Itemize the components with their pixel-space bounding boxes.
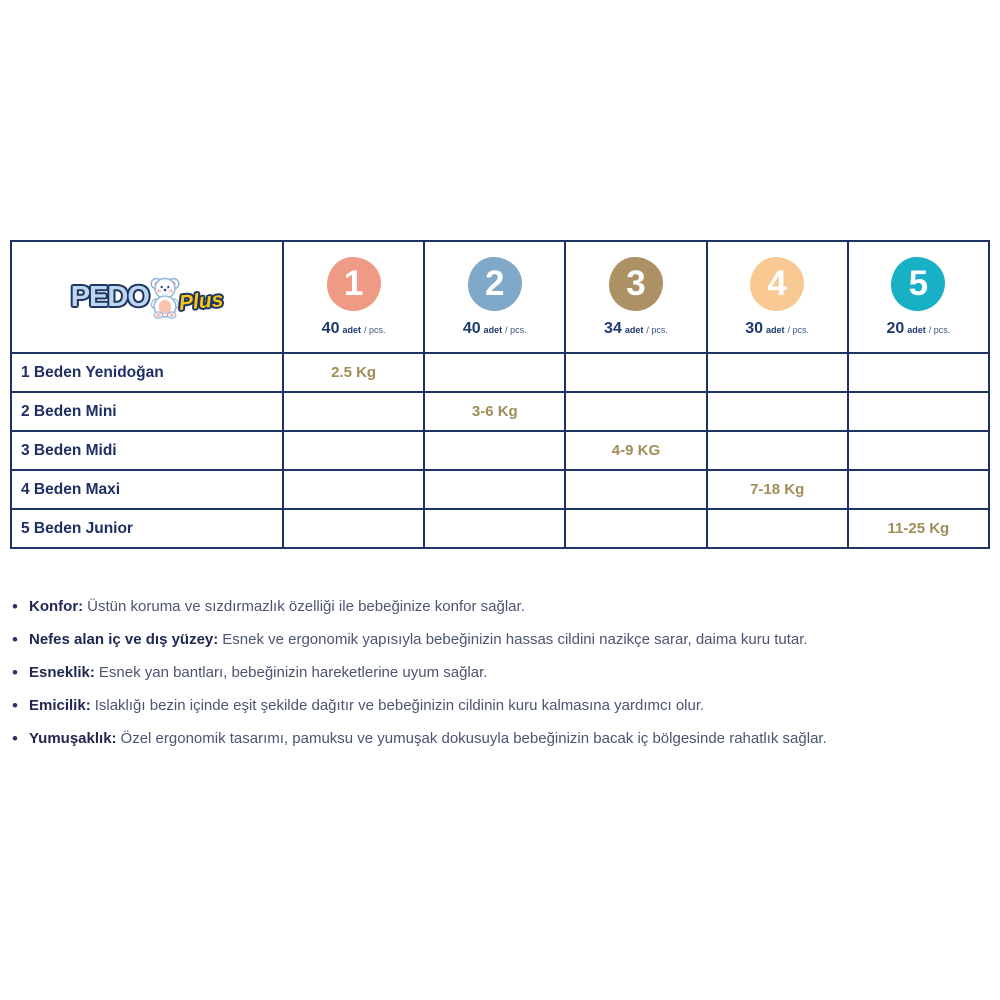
size-number: 2	[485, 264, 505, 303]
weight-cell	[707, 353, 848, 392]
weight-cell	[848, 353, 989, 392]
brand-name-text: PEDO	[70, 280, 149, 313]
size-3-badge	[609, 257, 663, 311]
brand-suffix-text: Plus	[177, 288, 225, 315]
feature-item-emicilik	[12, 696, 827, 716]
row-label: 3 Beden Midi	[11, 431, 283, 470]
table-row	[11, 353, 989, 392]
size-number: 1	[343, 264, 364, 303]
pedo-plus-logo	[12, 273, 282, 322]
size-table	[10, 240, 990, 549]
feature-text: Islaklığı bezin içinde eşit şekilde dağıtır ve bebeğinizin cildinin kuru kalmasına yardımcı olur.	[94, 697, 705, 714]
feature-label: Emicilik:	[29, 697, 91, 714]
feature-label: Esneklik:	[29, 664, 95, 681]
row-label: 5 Beden Junior	[11, 509, 283, 548]
size-header-2	[424, 241, 565, 353]
feature-text: Özel ergonomik tasarımı, pamuksu ve yumuşak dokusuyla bebeğinizin bacak iç bölgesinde rahatlık sağlar.	[120, 730, 827, 747]
weight-cell	[707, 392, 848, 431]
brand-cell	[11, 241, 283, 353]
row-label: 1 Beden Yenidoğan	[11, 353, 283, 392]
weight-cell	[707, 431, 848, 470]
piece-count: 30 adet / pcs.	[745, 319, 810, 337]
feature-item-konfor	[12, 597, 827, 617]
feature-text: Esnek yan bantları, bebeğinizin hareketlerine uyum sağlar.	[98, 664, 488, 681]
table-row	[11, 431, 989, 470]
size-number: 4	[767, 264, 787, 303]
feature-label: Konfor:	[29, 598, 84, 615]
weight-cell	[424, 431, 565, 470]
weight-cell	[848, 392, 989, 431]
feature-label: Nefes alan iç ve dış yüzey:	[29, 631, 219, 648]
weight-cell	[283, 509, 424, 548]
size-number: 5	[908, 264, 929, 303]
piece-count: 34 adet / pcs.	[604, 319, 668, 337]
weight-cell	[283, 392, 424, 431]
piece-count: 40 adet / pcs.	[321, 319, 386, 337]
feature-text: Esnek ve ergonomik yapısıyla bebeğinizin hassas cildini nazikçe sarar, daima kuru tutar.	[222, 631, 808, 648]
weight-cell: 3-6 Kg	[424, 392, 565, 431]
size-1-badge	[327, 257, 381, 311]
weight-cell	[848, 431, 989, 470]
weight-cell: 2.5 Kg	[283, 353, 424, 392]
feature-item-nefes	[12, 630, 827, 650]
weight-cell	[283, 470, 424, 509]
weight-cell	[565, 353, 706, 392]
weight-cell	[565, 509, 706, 548]
feature-item-yumusaklik	[12, 729, 827, 749]
weight-cell: 11-25 Kg	[848, 509, 989, 548]
feature-list	[12, 597, 827, 762]
weight-cell	[424, 470, 565, 509]
size-header-1	[283, 241, 424, 353]
weight-cell	[424, 509, 565, 548]
weight-cell: 7-18 Kg	[707, 470, 848, 509]
size-5-badge	[891, 257, 945, 311]
weight-cell	[848, 470, 989, 509]
size-header-3	[565, 241, 706, 353]
row-label: 2 Beden Mini	[11, 392, 283, 431]
feature-text: Üstün koruma ve sızdırmazlık özelliği ile bebeğinize konfor sağlar.	[87, 598, 525, 615]
weight-cell: 4-9 KG	[565, 431, 706, 470]
size-number: 3	[626, 264, 646, 303]
size-4-badge	[750, 257, 804, 311]
weight-cell	[565, 392, 706, 431]
weight-cell	[707, 509, 848, 548]
table-row	[11, 392, 989, 431]
weight-cell	[424, 353, 565, 392]
piece-count: 40 adet / pcs.	[462, 319, 527, 337]
feature-item-esneklik	[12, 663, 827, 683]
piece-count: 20 adet / pcs.	[886, 319, 951, 337]
row-label: 4 Beden Maxi	[11, 470, 283, 509]
size-table-container	[10, 240, 990, 549]
weight-cell	[283, 431, 424, 470]
size-header-4	[707, 241, 848, 353]
weight-cell	[565, 470, 706, 509]
feature-label: Yumuşaklık:	[29, 730, 117, 747]
size-header-5	[848, 241, 989, 353]
size-2-badge	[468, 257, 522, 311]
table-row	[11, 470, 989, 509]
table-row	[11, 509, 989, 548]
table-header-row	[11, 241, 989, 353]
